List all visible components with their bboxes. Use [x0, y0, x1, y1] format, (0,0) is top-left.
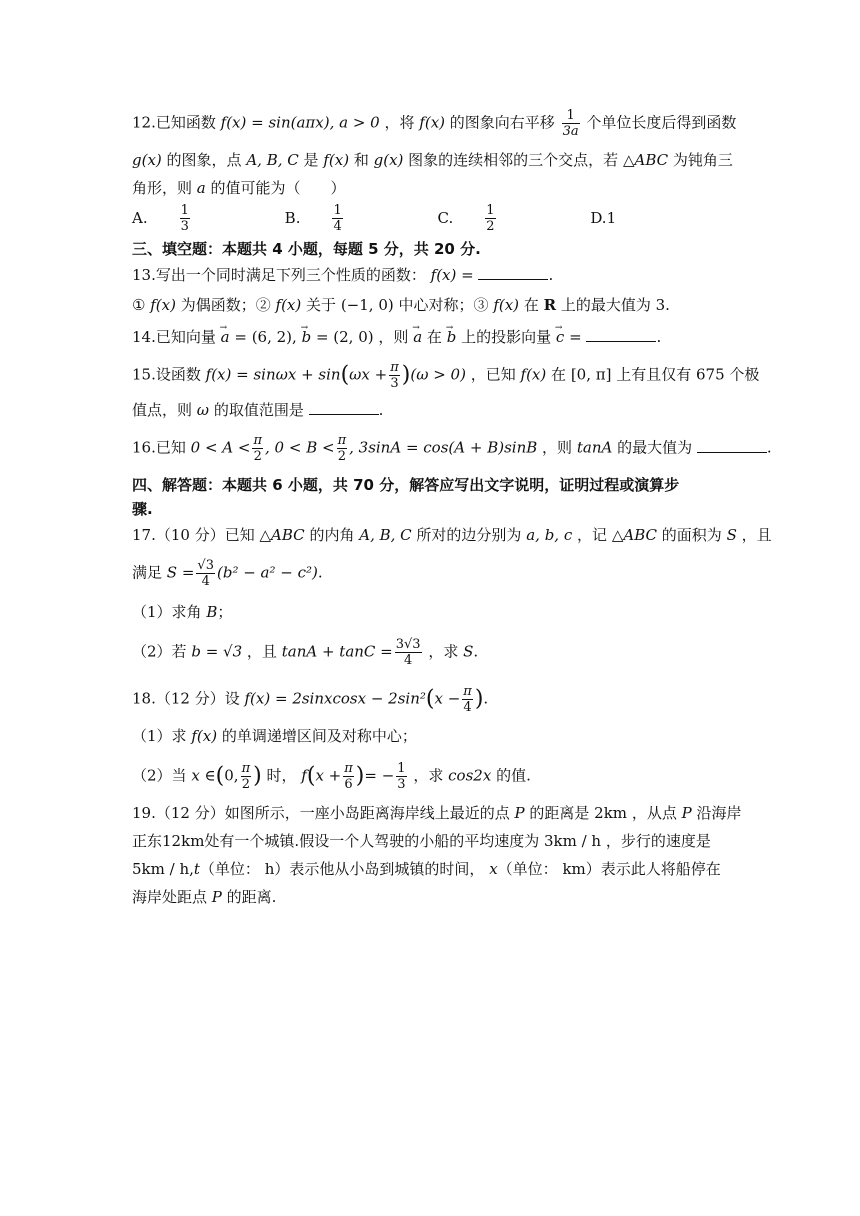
q17-line-2 [132, 558, 732, 589]
vector-a: → a [221, 326, 230, 348]
q19-P: P [514, 804, 525, 822]
q18-line-1 [132, 684, 732, 715]
q19-t: t [193, 860, 200, 878]
q14-eq: = (2, 0) [311, 328, 374, 346]
q18-paren: ) [253, 763, 262, 789]
q12-fx: f(x) [323, 151, 350, 169]
q12-text: 是 [303, 151, 319, 169]
q13-end: . [548, 266, 554, 284]
q17-sides: a, b, c [526, 526, 573, 544]
document-content [132, 100, 772, 908]
q18-paren: ( [425, 686, 435, 712]
q16-answer-blank[interactable] [697, 438, 767, 453]
q18-paren: ( [215, 763, 225, 789]
q14-end: . [656, 328, 662, 346]
frac-num: 3√3 [395, 637, 421, 652]
q19-text: , [189, 860, 194, 878]
option-label: B. [284, 208, 301, 227]
q12-text: 的图象向右平移 [449, 113, 555, 132]
q13-fx: f(x) = [430, 266, 474, 284]
q13-fx: f(x) [150, 296, 176, 314]
q19-unit: km [562, 860, 586, 878]
pi-over-2 [337, 433, 348, 464]
q14-text: 上的投影向量 [461, 328, 552, 346]
frac-den: 2 [241, 777, 250, 792]
q19-speed: 5km / h [132, 860, 190, 878]
section-4-heading-cont: 骤. [132, 500, 153, 518]
q17-text: 17.（10 分）已知 [132, 526, 255, 544]
q16-cond: 0 < A < [190, 438, 251, 457]
option-c [438, 203, 556, 234]
frac-den: 2 [486, 219, 495, 234]
q14-line [132, 326, 732, 348]
q18-paren: ) [355, 763, 365, 789]
q12-text: 个单位长度后得到函数 [586, 113, 737, 132]
frac-den: 2 [337, 449, 346, 464]
option-label: A. [132, 208, 148, 227]
frac-den: 3 [397, 777, 406, 792]
q18-fx: f(x) [191, 727, 218, 745]
q17-part-1 [132, 601, 732, 623]
q13-real: R [543, 296, 557, 314]
q19-text: 沿海岸 [696, 804, 742, 822]
option-b-frac [332, 203, 372, 234]
q19-line-2 [132, 830, 732, 852]
sqrt3-over-4 [196, 558, 215, 589]
section-4-heading: 四、解答题：本题共 6 小题，共 70 分，解答应写出文字说明，证明过程或演算步 [132, 476, 680, 494]
q14-text: 14.已知向量 [132, 328, 216, 346]
q16-tan: tanA [576, 438, 613, 457]
option-label: C. [437, 208, 454, 227]
q17-S: S [463, 642, 474, 661]
q17-text: 满足 [132, 563, 163, 582]
q12-text: 和 [353, 151, 369, 169]
frac-num: 1 [333, 203, 342, 218]
q18-text: 的值. [496, 766, 531, 785]
frac-num: π [241, 761, 251, 776]
q12-line-1 [132, 108, 737, 139]
frac-den: 3a [562, 124, 579, 139]
frac-den: 4 [201, 574, 210, 589]
q13-text: 上的最大值为 3. [560, 296, 670, 314]
q18-expr: f(x) = 2sinxcosx − 2sin² [244, 689, 426, 708]
pi-over-2 [241, 761, 252, 792]
q12-text: ，将 [384, 113, 415, 132]
vector-b: → b [447, 326, 457, 348]
frac-num: 1 [180, 203, 189, 218]
q15-interval: [0, π] [570, 365, 612, 384]
q12-text: 为钝角三 [672, 151, 733, 169]
q15-paren: ) [401, 362, 411, 388]
frac-den: 3 [390, 376, 399, 391]
q12-text: 的图象，点 [166, 151, 242, 169]
q12-text: 角形，则 [132, 179, 193, 197]
q18-cos: cos2x [448, 766, 492, 785]
q15-line-2 [132, 399, 732, 421]
q17-S: S [726, 526, 737, 544]
q19-distance: 12km [162, 832, 205, 850]
section-3-heading: 三、填空题：本题共 4 小题，每题 5 分，共 20 分. [132, 240, 481, 258]
q12-var: a [196, 179, 206, 197]
q13-fx: f(x) [493, 296, 520, 314]
frac-den: 4 [463, 700, 472, 715]
q16-cond: , 3sinA = cos(A + B)sinB [349, 438, 538, 457]
q14-eq: = [564, 328, 582, 346]
q13-point: (−1, 0) [340, 296, 394, 314]
q15-line-1 [132, 360, 760, 391]
q18-zero: 0, [224, 766, 239, 785]
q12-fx: f(x) [419, 113, 446, 132]
q12-line-2 [132, 149, 732, 171]
q17-text: 所对的边分别为 [416, 526, 522, 544]
one-third [396, 761, 406, 792]
q15-cond: (ω > 0) [410, 365, 466, 384]
q16-text: 16.已知 [132, 438, 186, 457]
q15-inner: ωx + [349, 365, 388, 384]
q19-text: ）表示他从小岛到城镇的时间， [274, 860, 485, 878]
q12-gx: g(x) [373, 151, 404, 169]
pi-over-6 [343, 761, 354, 792]
q17-line-1 [132, 524, 772, 546]
q16-end: . [766, 438, 772, 457]
q19-speed: 3km / h [543, 832, 602, 850]
q19-text: ，从点 [631, 804, 677, 822]
q15-paren: ( [340, 362, 350, 388]
q18-f: f [301, 766, 307, 785]
q16-line [132, 433, 772, 464]
q13-text: 中心对称；③ [398, 296, 489, 314]
q12-gx: g(x) [132, 151, 162, 169]
q15-end: . [378, 401, 384, 419]
option-c-frac [485, 203, 525, 234]
q19-text: 的距离是 [529, 804, 590, 822]
q19-text: ，步行的速度是 [605, 832, 711, 850]
q19-distance: 2km [594, 804, 628, 822]
q19-text: 海岸处距点 [132, 888, 208, 906]
q19-text: 处有一个城镇.假设一个人驾驶的小船的平均速度为 [204, 832, 540, 850]
q15-answer-blank[interactable] [309, 400, 379, 415]
q12-options [132, 203, 732, 234]
frac-den: 4 [333, 219, 342, 234]
q18-text: 的单调递增区间及对称中心； [221, 727, 417, 745]
pi-over-4 [462, 684, 473, 715]
q13-line-2 [132, 294, 732, 316]
q19-text: 19.（12 分）如图所示，一座小岛距离海岸线上最近的点 [132, 804, 510, 822]
q15-text: 在 [551, 365, 567, 384]
option-b [285, 203, 403, 234]
q15-expr: f(x) = sinωx + sin [205, 365, 341, 384]
frac-num: π [390, 360, 399, 375]
q18-text: 18.（12 分）设 [132, 689, 240, 708]
q18-xin: x ∈ [191, 766, 216, 785]
frac-num: π [463, 684, 472, 699]
q19-line-3 [132, 858, 732, 880]
q19-text: 的距离. [226, 888, 277, 906]
q19-P: P [681, 804, 692, 822]
q13-text: 为偶函数；② [180, 296, 271, 314]
frac-num: 1 [562, 108, 580, 124]
q17-part-2 [132, 637, 732, 668]
q17-text: （2）若 [132, 642, 187, 661]
q15-text: ，已知 [470, 365, 516, 384]
pi-over-2 [252, 433, 263, 464]
q17-text: ，记 [577, 526, 608, 544]
q15-text: 值点，则 [132, 401, 193, 419]
frac-den: 4 [404, 653, 413, 668]
q13-text: ① [132, 296, 146, 314]
q17-Seq: S = [166, 563, 195, 582]
frac-den: 2 [253, 449, 262, 464]
q12-text: 12.已知函数 [132, 113, 216, 132]
frac-num: π [344, 761, 353, 776]
q15-omega: ω [196, 401, 210, 419]
vector-b: → b [302, 326, 312, 348]
q17-text: （1）求角 [132, 603, 202, 621]
q18-inner: x − [434, 689, 461, 708]
q17-semi: ； [217, 603, 233, 621]
q13-text: 在 [523, 296, 539, 314]
q14-text: 在 [426, 328, 442, 346]
q12-text: 图象的连续相邻的三个交点，若 [408, 151, 619, 169]
q17-dot: . [317, 563, 323, 582]
option-a-frac [180, 203, 220, 234]
option-a [132, 203, 250, 234]
q18-eq: = − [364, 766, 395, 785]
q18-part-1 [132, 725, 732, 747]
q19-text: 正东 [132, 832, 163, 850]
frac-num: π [337, 433, 347, 448]
q14-text: ，则 [378, 328, 409, 346]
q14-eq: = (6, 2), [229, 328, 302, 346]
frac-den: 6 [344, 777, 353, 792]
q15-text: 15.设函数 [132, 365, 201, 384]
q13-fx: f(x) [275, 296, 302, 314]
q18-text: ，求 [413, 766, 444, 785]
q17-text: ，且 [246, 642, 277, 661]
3sqrt3-over-4 [395, 637, 422, 668]
q13-line-1 [132, 264, 732, 286]
frac-den: 3 [180, 219, 189, 234]
q19-line-1 [132, 802, 742, 824]
q16-text: 的最大值为 [617, 438, 693, 457]
frac-num: 1 [397, 761, 406, 776]
q13-text: 13.写出一个同时满足下列三个性质的函数： [132, 266, 426, 284]
q18-paren: ) [474, 686, 484, 712]
q17-paren: (b² − a² − c²) [216, 563, 318, 582]
q17-text: 的面积为 [661, 526, 722, 544]
q17-end: . [473, 642, 479, 661]
q12-function: f(x) = sin(aπx), a > 0 [220, 113, 380, 132]
q17-tan: tanA + tanC = [281, 642, 393, 661]
q18-paren: ( [306, 763, 316, 789]
q19-unit: h [264, 860, 275, 878]
q19-P: P [211, 888, 222, 906]
q17-text: 的内角 [309, 526, 355, 544]
q14-answer-blank[interactable] [586, 327, 656, 342]
option-d: D.1 [590, 208, 617, 227]
q17-B: B [206, 603, 218, 621]
frac-num: 1 [486, 203, 495, 218]
vector-a: → a [413, 326, 422, 348]
q12-line-3 [132, 177, 732, 199]
q18-dot: . [483, 689, 489, 708]
q19-x: x [489, 860, 498, 878]
q12-triangle: △ABC [622, 151, 669, 169]
q16-text: ，则 [542, 438, 573, 457]
q17-triangle: △ABC [611, 526, 657, 544]
q15-text: 上有且仅有 675 个极 [616, 365, 760, 384]
frac-num: π [253, 433, 263, 448]
q13-text: 关于 [306, 296, 337, 314]
vector-c: → c [556, 326, 564, 348]
q17-angles: A, B, C [359, 526, 412, 544]
q17-text: ，求 [428, 642, 459, 661]
frac-num: √3 [197, 558, 214, 573]
q17-triangle: △ABC [259, 526, 305, 544]
q12-points: A, B, C [246, 151, 299, 169]
q19-line-4 [132, 886, 732, 908]
q18-text: （2）当 [132, 766, 187, 785]
q18-text: （1）求 [132, 727, 187, 745]
q19-text: ）表示此人将船停在 [585, 860, 721, 878]
q12-text: 的值可能为（ ） [210, 179, 346, 197]
q13-answer-blank[interactable] [478, 265, 548, 280]
shift-fraction [562, 108, 580, 139]
question-12 [132, 108, 737, 234]
q17-beq: b = √3 [191, 642, 243, 661]
q18-text: 时， [266, 766, 297, 785]
q18-part-2 [132, 761, 732, 792]
q15-fx: f(x) [520, 365, 547, 384]
q16-cond: , 0 < B < [265, 438, 335, 457]
q15-text: 的取值范围是 [213, 401, 304, 419]
q19-text: （单位： [199, 860, 260, 878]
pi-over-3 [389, 360, 400, 391]
q18-xplus: x + [315, 766, 342, 785]
q19-text: （单位： [497, 860, 558, 878]
q17-text: ，且 [741, 526, 772, 544]
